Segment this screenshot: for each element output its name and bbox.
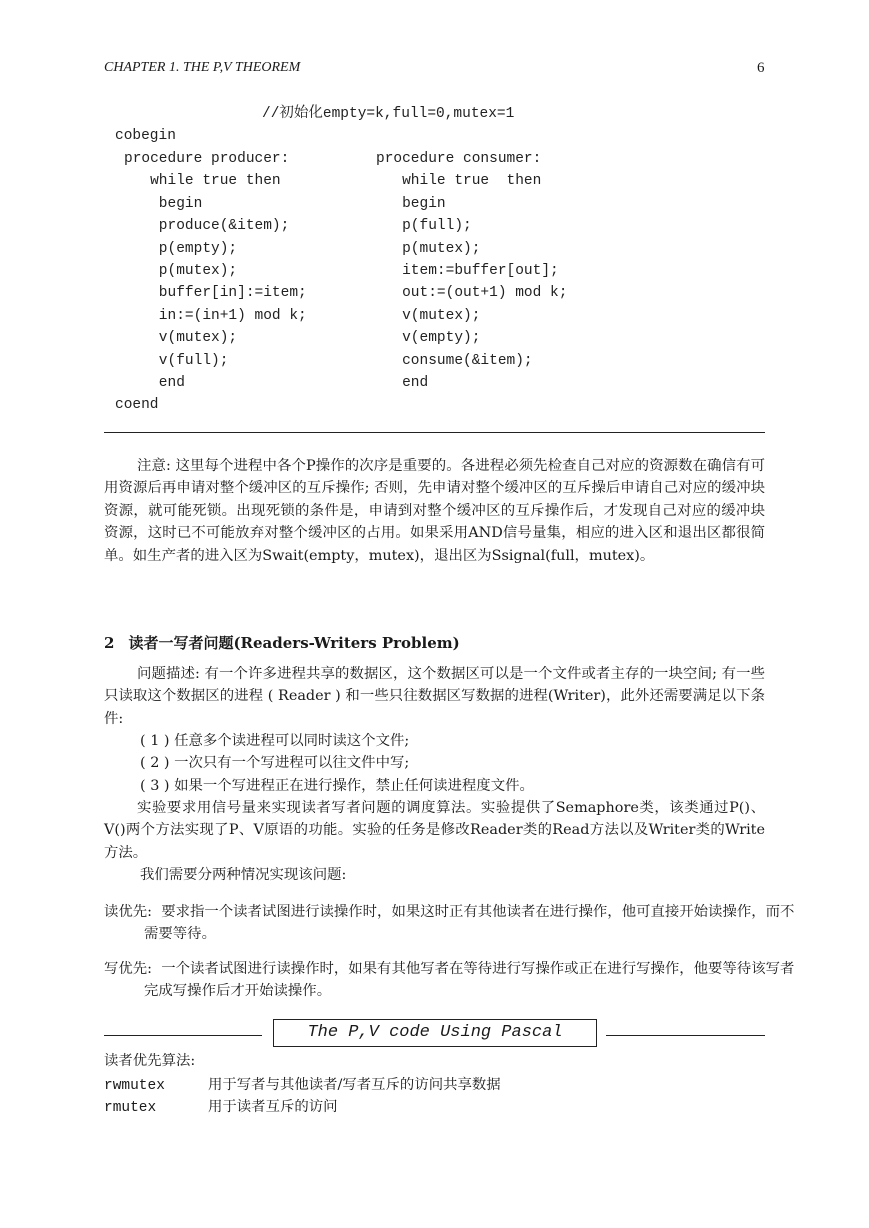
variable-name: rmutex (104, 1100, 157, 1116)
code-line: p(empty); (124, 240, 238, 257)
code-line: while true then (124, 173, 281, 190)
code-line: p(mutex); (124, 263, 238, 280)
section-title: 读者一写者问题(Readers-Writers Problem) (128, 634, 460, 652)
producer-procedure (124, 148, 307, 394)
code-line: p(mutex); (376, 240, 481, 257)
section-heading (104, 632, 460, 653)
code-line: consume(&item); (376, 352, 533, 369)
code-line: end (124, 375, 185, 392)
definition-desc: 一个读者试图进行读操作时，如果有其他写者在等待进行写操作或正在进行写操作，他要等待该写者完成写操作后才开始读操作。 (144, 961, 795, 1000)
running-header: CHAPTER 1. THE P,V THEOREM (104, 60, 301, 75)
code-line: procedure consumer: (376, 151, 542, 167)
page-number: 6 (757, 60, 765, 76)
variable-desc: 用于写者与其他读者/写者互斥的访问共享数据 (208, 1077, 501, 1093)
definition-term: 写优先: (104, 961, 153, 977)
two-cases-text: 我们需要分两种情况实现该问题: (140, 867, 347, 883)
code-line: while true then (376, 173, 542, 190)
code-line: p(full); (376, 218, 472, 235)
variable-row (104, 1096, 338, 1119)
consumer-procedure (376, 148, 567, 394)
code-line: begin (376, 195, 446, 212)
code-line: v(mutex); (124, 330, 238, 347)
note-paragraph: 注意: 这里每个进程中各个P操作的次序是重要的。各进程必须先检查自己对应的资源数在确信有可用资源后再申请对整个缓冲区的互斥操作; 否则，先申请对整个缓冲区的互斥操后申请自己对应的缓冲块资源，就可能死锁。出现死锁的条件是，申请到对整个缓冲区的互斥操作后，才发现自己对应的缓冲块资源，这时已不可能放弃对整个缓冲区的占用。如果采用AND信号量集，相应的进入区和退出区都很简单。如生产者的进入区为Swait(empty，mutex)，退出区为Ssignal(full，mutex)。 (104, 458, 765, 564)
code-line: out:=(out+1) mod k; (376, 285, 568, 302)
code-line: in:=(in+1) mod k; (124, 307, 307, 324)
definition-read-priority (104, 901, 805, 946)
problem-description: 问题描述: 有一个许多进程共享的数据区，这个数据区可以是一个文件或者主存的一块空间; 有一些只读取这个数据区的进程 ( Reader ) 和一些只往数据区写数据的进程(Writer)，此外还需要满足以下条件: (104, 666, 765, 727)
code-divider (104, 432, 765, 433)
box-left-rule (104, 1035, 262, 1036)
definition-term: 读优先: (104, 904, 153, 920)
code-line: v(empty); (376, 330, 481, 347)
code-line: item:=buffer[out]; (376, 263, 559, 280)
code-line: begin (124, 195, 203, 212)
definition-desc: 要求指一个读者试图进行读操作时，如果这时正有其他读者在进行操作，他可直接开始读操作，而不需要等待。 (144, 904, 795, 943)
variable-name: rwmutex (104, 1078, 165, 1094)
variable-row (104, 1074, 501, 1097)
condition-item: ( 1 ) 任意多个读进程可以同时读这个文件; (140, 733, 410, 749)
code-line: buffer[in]:=item; (124, 285, 307, 302)
condition-item: ( 2 ) 一次只有一个写进程可以往文件中写; (140, 755, 410, 771)
experiment-paragraph: 实验要求用信号量来实现读者写者问题的调度算法。实验提供了Semaphore类，该类通过P()、V()两个方法实现了P、V原语的功能。实验的任务是修改Reader类的Read方法以及Writer类的Write方法。 (104, 800, 765, 861)
code-line: produce(&item); (124, 218, 290, 235)
code-line: v(mutex); (376, 307, 481, 324)
condition-item: ( 3 ) 如果一个写进程正在进行操作，禁止任何读进程度文件。 (140, 778, 534, 794)
box-right-rule (606, 1035, 765, 1036)
cobegin-keyword: cobegin (115, 128, 176, 144)
code-line: end (376, 375, 429, 392)
boxed-title: The P,V code Using Pascal (273, 1019, 597, 1047)
init-comment: //初始化empty=k,full=0,mutex=1 (262, 106, 515, 122)
definition-write-priority (104, 958, 805, 1003)
code-line: procedure producer: (124, 151, 290, 167)
section-number: 2 (104, 634, 115, 652)
variable-desc: 用于读者互斥的访问 (208, 1099, 338, 1115)
code-line: v(full); (124, 352, 229, 369)
reader-priority-label: 读者优先算法: (104, 1053, 196, 1069)
coend-keyword: coend (115, 397, 159, 413)
